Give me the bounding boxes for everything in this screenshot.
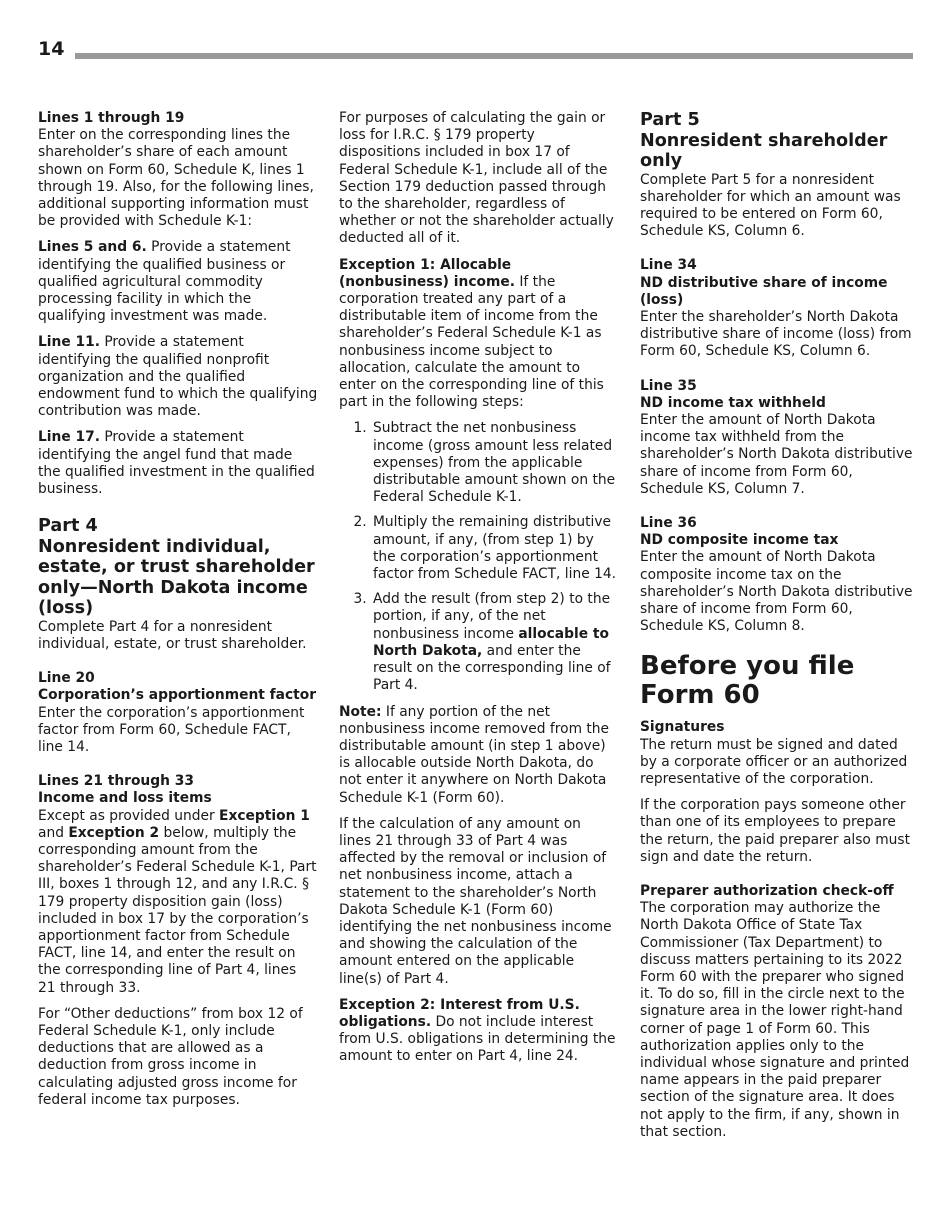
step-2: 2. Multiply the remaining distributive amount, if any, (from step 1) by the corporation’s apportionment factor from Schedule FACT, line 14. bbox=[371, 514, 617, 583]
other-deductions-paragraph: For “Other deductions” from box 12 of Federal Schedule K-1, only include deductions that are allowed as a deduction from gross income in calculating adjusted gross income for federal income tax purposes. bbox=[38, 1005, 303, 1108]
line-20-subheading: Corporation’s apportionment factor bbox=[38, 687, 317, 704]
lines-1-19-text: Enter on the corresponding lines the shareholder’s share of each amount shown on Form 60, Schedule K, lines 1 through 19. Also, for the following lines, additional supporting information must be provided with Schedule K-1: bbox=[38, 127, 314, 230]
line-34-text: Enter the shareholder’s North Dakota distributive share of income (loss) from Form 60, Schedule KS, Column 6. bbox=[640, 308, 912, 360]
preparer-text: The corporation may authorize the North Dakota Office of State Tax Commissioner (Tax Department) to discuss matters pertaining to its 2022 Form 60 with the preparer who signed it. To do so, fill in the circle next to the signature area in the lower right-hand corner of page 1 of Form 60. This authorization applies only to the individual whose signature and printed name appears in the paid preparer section of the signature area. It does not apply to the firm, if any, shown in that section. bbox=[640, 900, 910, 1140]
preparer-section bbox=[640, 883, 916, 1141]
lines-21-33-text-a: Except as provided under bbox=[38, 807, 220, 824]
note-paragraph bbox=[339, 704, 617, 807]
exception-2-ref: Exception 2 bbox=[68, 824, 160, 841]
signatures-text: The return must be signed and dated by a corporate officer or an authorized representative of the corporation. bbox=[640, 736, 908, 787]
before-you-file-title: Before you file Form 60 bbox=[640, 651, 855, 711]
lines-21-33-section bbox=[38, 773, 318, 997]
part-5-text: Complete Part 5 for a nonresident shareholder for which an amount was required to be entered on Form 60, Schedule KS, Column 6. bbox=[640, 171, 901, 240]
lines-21-33-text-c: below, multiply the corresponding amount from the shareholder’s Federal Schedule K-1, Part III, boxes 1 through 12, and any I.R.C. § 179 property disposition gain (loss) included in box 17 by the corporation’s apportionment factor from Schedule FACT, line 14, and enter the result on the corresponding line of Part 4, lines 21 through 33. bbox=[38, 824, 317, 996]
part-5-label: Part 5 bbox=[640, 110, 700, 130]
lines-5-6-label: Lines 5 and 6. bbox=[38, 239, 147, 256]
lines-1-19-heading: Lines 1 through 19 bbox=[38, 110, 185, 126]
column-2 bbox=[339, 110, 617, 1075]
line-35-subheading: ND income tax withheld bbox=[640, 394, 826, 411]
line-11-paragraph bbox=[38, 334, 318, 420]
lines-21-33-heading: Lines 21 through 33 bbox=[38, 773, 194, 790]
exception-2-text: Do not include interest from U.S. obligations in determining the amount to enter on Part 4, line 24. bbox=[339, 1013, 616, 1065]
part-4-text: Complete Part 4 for a nonresident individual, estate, or trust shareholder. bbox=[38, 618, 307, 652]
preparer-heading: Preparer authorization check-off bbox=[640, 883, 894, 899]
steps-list bbox=[339, 420, 617, 694]
step-3-text-b: and enter the result on the corresponding line of Part 4. bbox=[373, 642, 611, 694]
exception-1-paragraph bbox=[339, 257, 617, 412]
step-1: 1. Subtract the net nonbusiness income (gross amount less related expenses) from the applicable distributable amount shown on the Federal Schedule K-1. bbox=[371, 420, 617, 506]
part-5-title bbox=[640, 110, 916, 172]
line-36-heading: Line 36 bbox=[640, 514, 697, 531]
lines-5-6-text: Provide a statement identifying the qualified business or qualified agricultural commodity processing facility in which the qualifying investment was made. bbox=[38, 239, 291, 325]
line-17-label: Line 17. bbox=[38, 429, 100, 446]
lines-21-33-text bbox=[38, 808, 318, 997]
part-4-title bbox=[38, 516, 318, 619]
line-35-section bbox=[640, 378, 916, 498]
line-36-subheading: ND composite income tax bbox=[640, 532, 839, 549]
line-20-section bbox=[38, 670, 318, 756]
part-4-subtitle: Nonresident individual, estate, or trust shareholder only—North Dakota income (loss) bbox=[38, 536, 315, 619]
lines-21-33-subheading: Income and loss items bbox=[38, 790, 212, 807]
signatures-section bbox=[640, 719, 916, 866]
purposes-paragraph: For purposes of calculating the gain or loss for I.R.C. § 179 property dispositions included in box 17 of Federal Schedule K-1, include all of the Section 179 deduction passed through to the shareholder, regardless of whether or not the shareholder actually deducted all of it. bbox=[339, 110, 614, 247]
line-35-heading: Line 35 bbox=[640, 377, 697, 394]
line-34-section bbox=[640, 257, 916, 360]
step-3-bold: allocable to North Dakota, bbox=[373, 625, 609, 659]
line-17-paragraph bbox=[38, 429, 318, 498]
line-34-heading: Line 34 bbox=[640, 257, 697, 274]
header-rule bbox=[75, 53, 913, 59]
lines-21-33-text-b: and bbox=[38, 824, 69, 841]
column-3 bbox=[640, 110, 916, 1150]
line-11-label: Line 11. bbox=[38, 334, 100, 351]
column-1 bbox=[38, 110, 318, 1118]
exception-1-ref: Exception 1 bbox=[219, 807, 310, 824]
signatures-text-2: If the corporation pays someone other than one of its employees to prepare the return, the paid preparer also must sign and date the return. bbox=[640, 797, 911, 865]
part-5-subtitle: Nonresident shareholder only bbox=[640, 130, 888, 171]
exception-2-label: Exception 2: Interest from U.S. obligations. bbox=[339, 996, 580, 1030]
line-35-text: Enter the amount of North Dakota income tax withheld from the shareholder’s North Dakota distributive share of income from Form 60, Schedule KS, Column 7. bbox=[640, 411, 913, 497]
note-text: If any portion of the net nonbusiness income removed from the distributable amount (in step 1 above) is allocable outside North Dakota, do not enter it anywhere on North Dakota Schedule K-1 (Form 60). bbox=[339, 703, 610, 806]
lines-5-6-paragraph bbox=[38, 239, 318, 325]
page-number: 14 bbox=[38, 38, 65, 60]
step-3-text-a: Add the result (from step 2) to the portion, if any, of the net nonbusiness income bbox=[373, 591, 611, 642]
line-34-subheading: ND distributive share of income (loss) bbox=[640, 274, 888, 308]
exception-1-label: Exception 1: Allocable (nonbusiness) income. bbox=[339, 256, 515, 290]
exception-1-text: If the corporation treated any part of a distributable item of income from the shareholder’s Federal Schedule K-1 as nonbusiness income subject to allocation, calculate the amount to enter on the corresponding line of this part in the following steps: bbox=[339, 273, 604, 411]
step-3 bbox=[371, 591, 617, 694]
calculation-paragraph: If the calculation of any amount on lines 21 through 33 of Part 4 was affected by the removal or inclusion of net nonbusiness income, attach a statement to the shareholder’s North Dakota Schedule K-1 (Form 60) identifying the net nonbusiness income and showing the calculation of the amount entered on the applicable line(s) of Part 4. bbox=[339, 815, 612, 987]
signatures-heading: Signatures bbox=[640, 719, 725, 736]
lines-1-19-section bbox=[38, 110, 318, 230]
line-36-text: Enter the amount of North Dakota composite income tax on the shareholder’s North Dakota distributive share of income from Form 60, Schedule KS, Column 8. bbox=[640, 549, 913, 635]
line-11-text: Provide a statement identifying the qualified nonprofit organization and the qualified endowment fund to which the qualifying contribution was made. bbox=[38, 334, 318, 420]
exception-2-paragraph bbox=[339, 997, 617, 1066]
line-17-text: Provide a statement identifying the angel fund that made the qualified investment in the qualified business. bbox=[38, 429, 315, 498]
line-36-section bbox=[640, 515, 916, 635]
note-label: Note: bbox=[339, 703, 382, 720]
line-20-heading: Line 20 bbox=[38, 670, 95, 687]
part-4-label: Part 4 bbox=[38, 516, 98, 537]
line-20-text: Enter the corporation’s apportionment factor from Form 60, Schedule FACT, line 14. bbox=[38, 704, 305, 755]
